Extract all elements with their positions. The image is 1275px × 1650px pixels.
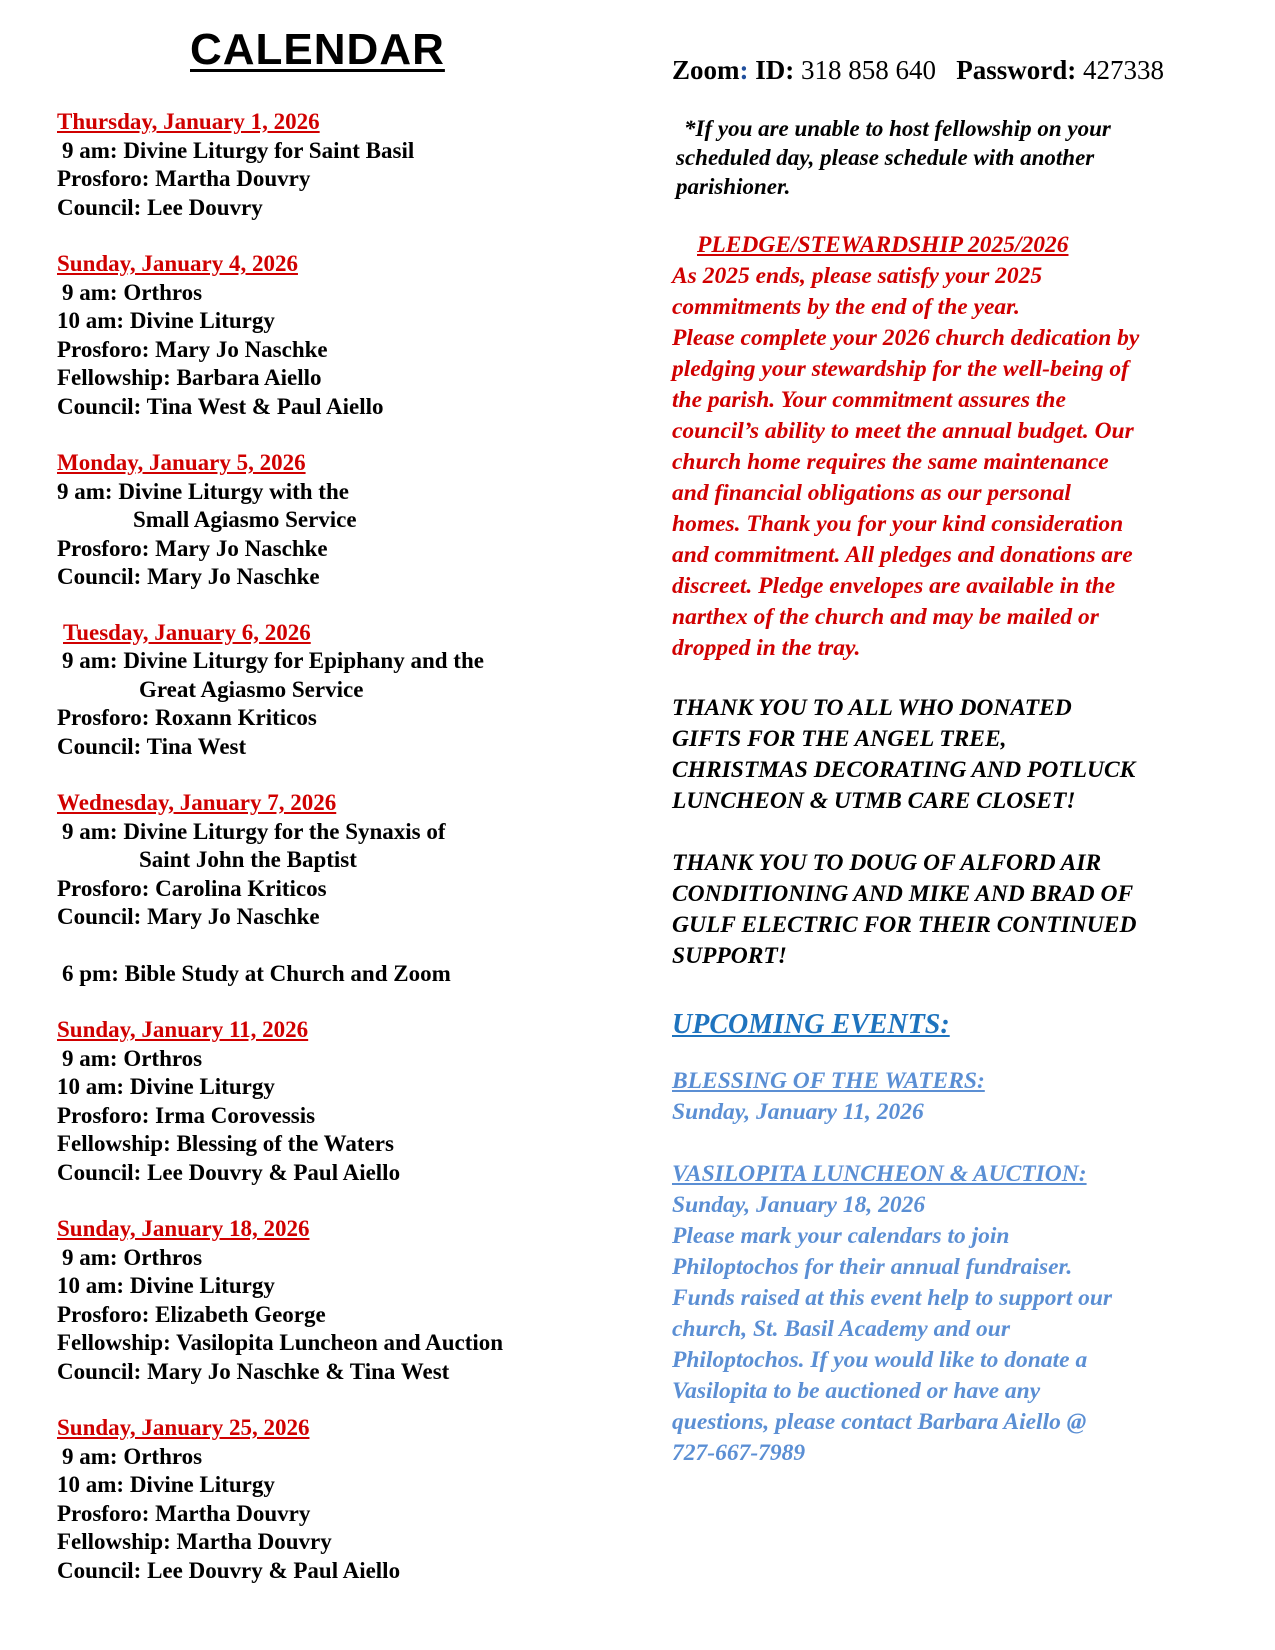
event-line: Prosforo: Martha Douvry: [57, 1500, 311, 1526]
vasilopita-line: Philoptochos for their annual fundraiser.: [672, 1254, 1073, 1280]
pledge-line: the parish. Your commitment assures the: [672, 387, 1066, 413]
event-date: Sunday, January 4, 2026: [57, 251, 298, 276]
zoom-info: Zoom: ID: 318 858 640 Password: 427338: [672, 55, 1164, 85]
event-line: 9 am: Divine Liturgy for the Synaxis of: [62, 818, 446, 844]
event-line: Council: Mary Jo Naschke & Tina West: [57, 1358, 450, 1384]
vasilopita-line: Funds raised at this event help to support our: [672, 1285, 1113, 1311]
event-line: 9 am: Divine Liturgy with the: [57, 478, 349, 504]
zoom-password-label: Password:: [956, 55, 1077, 85]
pledge-line: and commitment. All pledges and donations are: [672, 542, 1133, 568]
vasilopita-event: [672, 1159, 1232, 1469]
upcoming-events-heading: UPCOMING EVENTS:: [672, 1009, 950, 1040]
vasilopita-line: church, St. Basil Academy and our: [672, 1316, 1010, 1342]
pledge-line: homes. Thank you for your kind consideration: [672, 511, 1124, 537]
zoom-id-label: ID:: [755, 55, 795, 85]
event-date: Sunday, January 11, 2026: [57, 1017, 309, 1042]
event-line: 10 am: Divine Liturgy: [57, 308, 275, 333]
pledge-line: Please complete your 2026 church dedication by: [672, 325, 1140, 351]
event-line: Fellowship: Martha Douvry: [57, 1529, 332, 1554]
vasilopita-line: Vasilopita to be auctioned or have any: [672, 1378, 1041, 1404]
event-line: Prosforo: Mary Jo Naschke: [57, 535, 328, 561]
event-date: Monday, January 5, 2026: [57, 450, 306, 475]
fellowship-note: [672, 114, 1232, 201]
pledge-line: discreet. Pledge envelopes are available in the: [672, 573, 1116, 599]
blessing-title: BLESSING OF THE WATERS:: [672, 1068, 985, 1094]
event-line: 9 am: Divine Liturgy for Saint Basil: [62, 137, 415, 163]
pledge-heading: PLEDGE/STEWARDSHIP 2025/2026: [697, 232, 1069, 258]
vasilopita-line: Philoptochos. If you would like to donate a: [672, 1347, 1088, 1373]
vasilopita-date: Sunday, January 18, 2026: [672, 1192, 926, 1218]
event-line: Prosforo: Mary Jo Naschke: [57, 336, 328, 362]
event-date: Thursday, January 1, 2026: [57, 109, 320, 134]
event-line: Council: Lee Douvry: [57, 194, 263, 220]
pledge-line: narthex of the church and may be mailed or: [672, 604, 1099, 630]
event-line: Fellowship: Barbara Aiello: [57, 365, 322, 390]
event-line: 9 am: Divine Liturgy for Epiphany and the: [62, 648, 484, 673]
pledge-line: church home requires the same maintenance: [672, 449, 1109, 475]
thanks-line: CHRISTMAS DECORATING AND POTLUCK: [672, 757, 1136, 783]
event-line: Fellowship: Blessing of the Waters: [57, 1131, 394, 1156]
calendar-event: [57, 449, 617, 592]
zoom-label: Zoom: [672, 55, 740, 85]
calendar-event: [57, 108, 617, 222]
pledge-line: council’s ability to meet the annual budget. Our: [672, 418, 1134, 444]
thanks-line: GIFTS FOR THE ANGEL TREE,: [672, 726, 1007, 752]
event-date: Wednesday, January 7, 2026: [57, 790, 337, 815]
pledge-line: As 2025 ends, please satisfy your 2025: [672, 263, 1043, 289]
event-line: 9 am: Orthros: [62, 1045, 203, 1071]
thank-you-donors: [672, 693, 1232, 817]
event-line: 9 am: Orthros: [62, 1443, 203, 1469]
vasilopita-title: VASILOPITA LUNCHEON & AUCTION:: [672, 1161, 1087, 1187]
calendar-event: [57, 789, 617, 988]
contact-phone: 727-667-7989: [672, 1440, 806, 1466]
announcements-column: [672, 52, 1232, 1469]
blessing-date: Sunday, January 11, 2026: [672, 1099, 924, 1125]
event-line: 6 pm: Bible Study at Church and Zoom: [62, 960, 451, 986]
pledge-section: [672, 230, 1232, 664]
note-line: *If you are unable to host fellowship on your: [684, 116, 1111, 141]
blessing-event: [672, 1066, 1232, 1128]
thanks-line: CONDITIONING AND MIKE AND BRAD OF: [672, 881, 1134, 907]
calendar-event: [57, 1414, 617, 1585]
event-line: Small Agiasmo Service: [133, 507, 357, 532]
thanks-line: THANK YOU TO DOUG OF ALFORD AIR: [672, 850, 1102, 876]
event-date: Sunday, January 25, 2026: [57, 1415, 310, 1440]
event-line: 9 am: Orthros: [62, 1244, 203, 1270]
event-line: Council: Lee Douvry & Paul Aiello: [57, 1159, 401, 1185]
pledge-line: pledging your stewardship for the well-being of: [672, 356, 1129, 382]
event-line: 9 am: Orthros: [62, 279, 203, 305]
pledge-line: dropped in the tray.: [672, 635, 861, 661]
event-line: Council: Mary Jo Naschke: [57, 904, 320, 929]
calendar-event: [57, 1215, 617, 1386]
event-line: Prosforo: Elizabeth George: [57, 1301, 326, 1327]
event-line: Council: Lee Douvry & Paul Aiello: [57, 1557, 401, 1583]
event-line: Council: Tina West & Paul Aiello: [57, 393, 384, 419]
calendar-event: [57, 250, 617, 421]
note-line: parishioner.: [676, 174, 791, 199]
vasilopita-line: Please mark your calendars to join: [672, 1223, 1010, 1249]
calendar-event: [57, 619, 617, 762]
event-line: Fellowship: Vasilopita Luncheon and Auction: [57, 1330, 504, 1355]
note-line: scheduled day, please schedule with another: [676, 145, 1095, 170]
pledge-line: commitments by the end of the year.: [672, 294, 1020, 320]
event-line: Council: Tina West: [57, 733, 247, 759]
event-line: Great Agiasmo Service: [139, 676, 364, 702]
event-line: Prosforo: Martha Douvry: [57, 166, 311, 191]
event-line: Council: Mary Jo Naschke: [57, 564, 320, 589]
thanks-line: GULF ELECTRIC FOR THEIR CONTINUED: [672, 912, 1137, 938]
vasilopita-line: questions, please contact Barbara Aiello @: [672, 1409, 1087, 1435]
thanks-line: LUNCHEON & UTMB CARE CLOSET!: [672, 788, 1076, 814]
event-line: Prosforo: Irma Corovessis: [57, 1102, 316, 1128]
thanks-line: SUPPORT!: [672, 943, 787, 969]
zoom-id: 318 858 640: [801, 55, 936, 85]
pledge-line: and financial obligations as our personal: [672, 480, 1071, 506]
event-line: Prosforo: Carolina Kriticos: [57, 875, 327, 901]
event-line: Saint John the Baptist: [139, 847, 357, 872]
event-line: 10 am: Divine Liturgy: [57, 1273, 275, 1298]
event-date: Sunday, January 18, 2026: [57, 1216, 310, 1241]
thanks-line: THANK YOU TO ALL WHO DONATED: [672, 695, 1072, 721]
event-line: 10 am: Divine Liturgy: [57, 1472, 275, 1497]
page-title: CALENDAR: [190, 25, 445, 74]
event-line: 10 am: Divine Liturgy: [57, 1074, 275, 1099]
thank-you-sponsors: [672, 848, 1232, 972]
event-line: Prosforo: Roxann Kriticos: [57, 705, 317, 730]
calendar-event: [57, 1016, 617, 1187]
zoom-password: 427338: [1083, 55, 1164, 85]
event-date: Tuesday, January 6, 2026: [63, 619, 311, 645]
calendar-column: [57, 22, 617, 1585]
